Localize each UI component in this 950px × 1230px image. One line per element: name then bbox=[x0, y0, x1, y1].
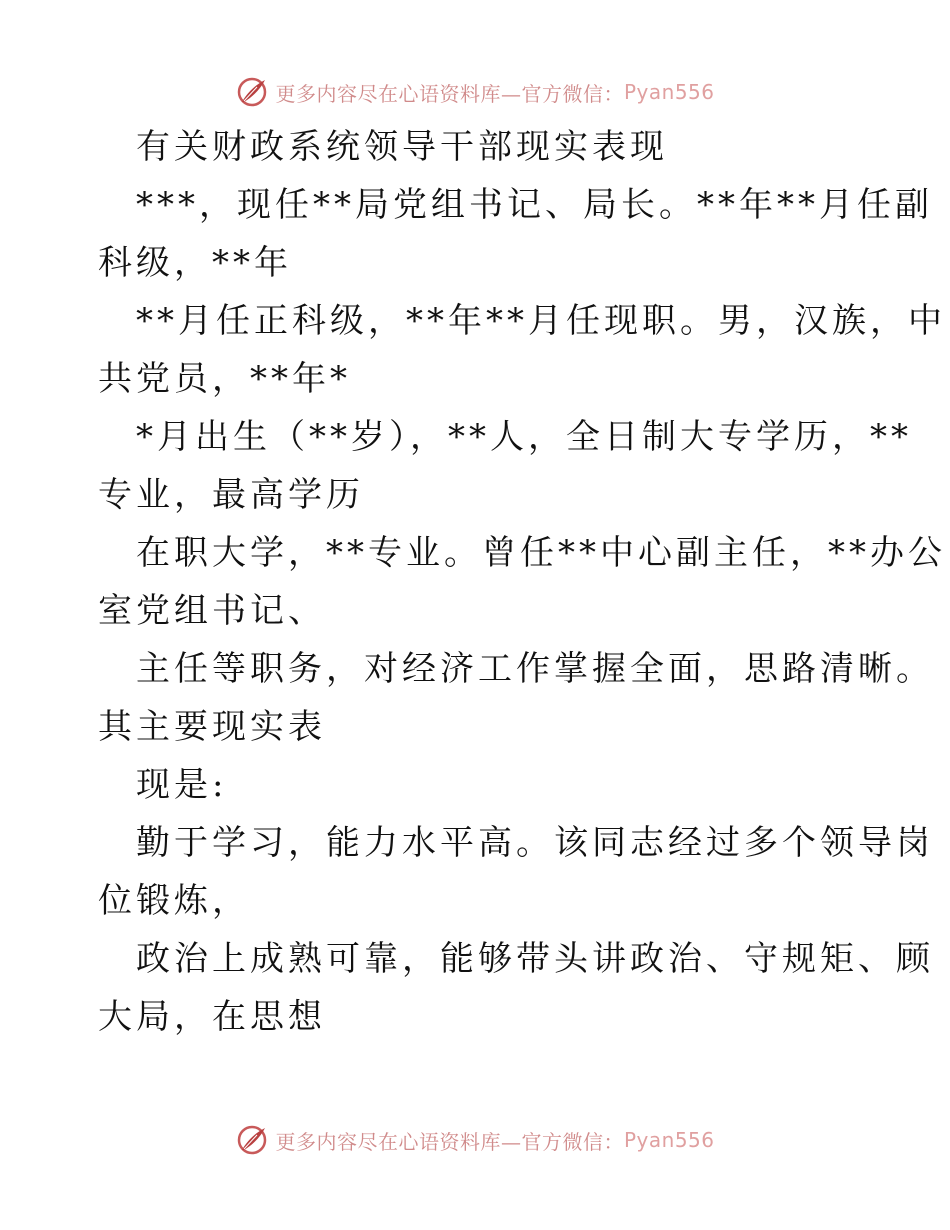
text-line: 勤于学习，能力水平高。该同志经过多个领导岗 bbox=[136, 823, 934, 863]
text-line: 在职大学，**专业。曾任**中心副主任，**办公 bbox=[136, 533, 946, 573]
watermark-wechat-id: Pyan556 bbox=[623, 80, 715, 104]
text-line: **月任正科级，**年**月任现职。男，汉族，中 bbox=[136, 301, 946, 341]
watermark-text: 更多内容尽在心语资料库—官方微信： bbox=[275, 1129, 624, 1154]
text-line: 大局，在思想 bbox=[98, 997, 326, 1037]
text-line: 现是: bbox=[136, 765, 228, 805]
watermark-text: 更多内容尽在心语资料库—官方微信： bbox=[275, 81, 624, 106]
watermark-wechat-id: Pyan556 bbox=[623, 1128, 715, 1152]
text-line: 其主要现实表 bbox=[98, 707, 326, 747]
footer-watermark bbox=[0, 1120, 950, 1160]
text-line: 有关财政系统领导干部现实表现 bbox=[136, 127, 668, 167]
text-line: *月出生（**岁），**人，全日制大专学历，** bbox=[136, 417, 912, 457]
header-watermark bbox=[0, 72, 950, 112]
text-line: 位锻炼， bbox=[98, 881, 250, 921]
text-line: 专业，最高学历 bbox=[98, 475, 364, 515]
feather-logo-icon bbox=[235, 75, 269, 109]
feather-logo-icon bbox=[235, 1123, 269, 1157]
document-body bbox=[98, 118, 946, 1046]
text-line: ***，现任**局党组书记、局长。**年**月任副 bbox=[136, 185, 933, 225]
text-line: 室党组书记、 bbox=[98, 591, 326, 631]
text-line: 科级，**年 bbox=[98, 243, 292, 283]
text-line: 共党员，**年* bbox=[98, 359, 351, 399]
text-line: 主任等职务，对经济工作掌握全面，思路清晰。 bbox=[136, 649, 934, 689]
text-line: 政治上成熟可靠，能够带头讲政治、守规矩、顾 bbox=[136, 939, 934, 979]
